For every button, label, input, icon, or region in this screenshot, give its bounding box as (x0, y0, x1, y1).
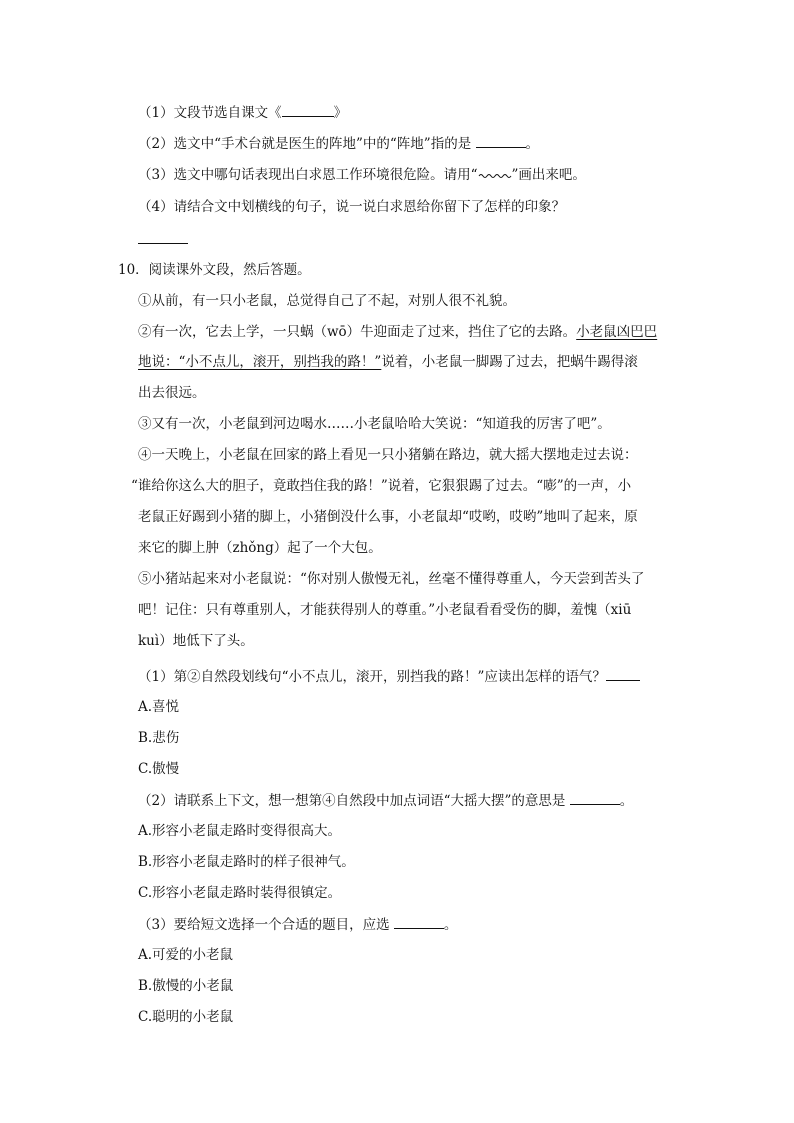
q10-sub3-blank[interactable] (394, 914, 444, 929)
q10-para2-line3: 出去很远。 (138, 385, 206, 401)
q10-para4-line1: ④一天晚上，小老鼠在回家的路上看见一只小猪躺在路边，就大摇大摆地走过去说： (138, 447, 638, 463)
q10-para5-line2: 吧！记住：只有尊重别人，才能获得别人的尊重。”小老鼠看看受伤的脚，羞愧（xiū (138, 602, 632, 618)
q10-sub1: （1）第②自然段划线句“小不点儿，滚开，别挡我的路！”应读出怎样的语气？ (138, 666, 640, 687)
q10-sub3-option-c[interactable]: C.聪明的小老鼠 (138, 1009, 234, 1025)
q10-sub1-option-b[interactable]: B.悲伤 (138, 730, 180, 746)
q10-sub2-option-c[interactable]: C.形容小老鼠走路时装得很镇定。 (138, 885, 342, 901)
q9-sub4-answer-line[interactable] (138, 229, 188, 250)
q10-para2-line1: ②有一次，它去上学，一只蜗（wō）牛迎面走了过来，挡住了它的去路。小老鼠凶巴巴 (138, 324, 658, 340)
q10-sub3: （3）要给短文选择一个合适的题目，应选 。 (138, 914, 457, 935)
q10-sub1-option-a[interactable]: A.喜悦 (138, 699, 180, 715)
q10-para4-line3: 老鼠正好踢到小猪的脚上，小猪倒没什么事，小老鼠却“哎哟，哎哟”地叫了起来，原 (138, 509, 638, 525)
q10-sub2-option-a[interactable]: A.形容小老鼠走路时变得很高大。 (138, 823, 342, 839)
q9-sub1: （1）文段节选自课文《 》 (138, 102, 347, 123)
q10-sub1-blank[interactable] (606, 666, 640, 681)
q10-title: 10．阅读课外文段，然后答题。 (118, 262, 311, 278)
q9-sub1-blank[interactable] (282, 102, 334, 117)
wavy-line-icon (478, 168, 512, 180)
underlined-sentence: 小老鼠凶巴巴 (576, 324, 658, 340)
q10-sub1-option-c[interactable]: C.傲慢 (138, 761, 180, 777)
q10-para3: ③又有一次，小老鼠到河边喝水……小老鼠哈哈大笑说：“知道我的厉害了吧”。 (138, 416, 611, 432)
underlined-sentence: 地说：“小不点儿，滚开，别挡我的路！” (138, 354, 382, 370)
q10-sub2: （2）请联系上下文，想一想第④自然段中加点词语“大摇大摆”的意思是 。 (138, 790, 633, 811)
q10-para4-line4: 来它的脚上肿（zhǒng）起了一个大包。 (138, 540, 382, 556)
q9-sub4: （4）请结合文中划横线的句子，说一说白求恩给你留下了怎样的印象？ (138, 199, 566, 215)
q10-sub2-blank[interactable] (570, 790, 620, 805)
q10-sub3-option-a[interactable]: A.可爱的小老鼠 (138, 947, 234, 963)
q9-sub3: （3）选文中哪句话表现出白求恩工作环境很危险。请用“ ”画出来吧。 (138, 167, 586, 183)
q10-sub3-option-b[interactable]: B.傲慢的小老鼠 (138, 978, 234, 994)
q10-para4-line2: “谁给你这么大的胆子，竟敢挡住我的路！”说着，它狠狠踢了过去。“嘭”的一声，小 (131, 478, 632, 494)
q10-para5-line3: kuì）地低下了头。 (138, 633, 254, 649)
q10-para2-line2: 地说：“小不点儿，滚开，别挡我的路！”说着，小老鼠一脚踢了过去，把蜗牛踢得滚 (138, 354, 638, 370)
q9-sub2: （2）选文中“手术台就是医生的阵地”中的“阵地”指的是 。 (138, 133, 539, 154)
q10-para5-line1: ⑤小猪站起来对小老鼠说：“你对别人傲慢无礼，丝毫不懂得尊重人，今天尝到苦头了 (138, 571, 645, 587)
q10-para1: ①从前，有一只小老鼠，总觉得自己了不起，对别人很不礼貌。 (138, 293, 516, 309)
q10-sub2-option-b[interactable]: B.形容小老鼠走路时的样子很神气。 (138, 854, 355, 870)
q9-sub2-blank[interactable] (476, 133, 526, 148)
